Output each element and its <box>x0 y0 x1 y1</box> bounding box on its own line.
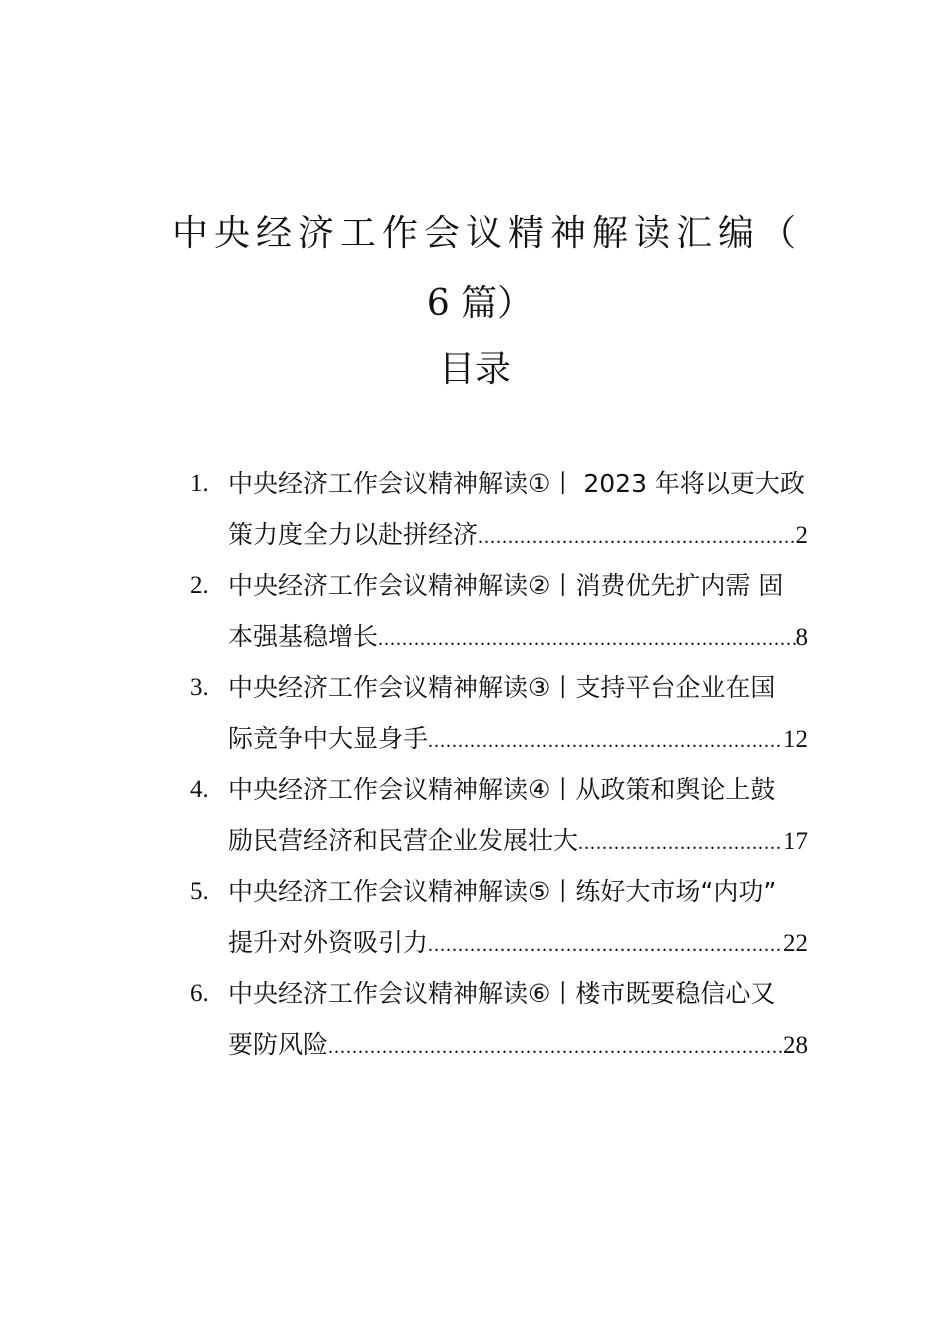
toc-entry-page: 2 <box>795 522 808 549</box>
toc-entry-continuation <box>228 713 808 767</box>
toc-entry-number: 2. <box>190 572 209 599</box>
toc-entry-number: 6. <box>190 980 209 1007</box>
toc-entry-title: 中央经济工作会议精神解读⑤丨练好大市场“内功” <box>228 877 777 906</box>
toc-entry-title: 中央经济工作会议精神解读⑥丨楼市既要稳信心又 <box>228 979 776 1008</box>
toc-entry-number: 5. <box>190 878 209 905</box>
toc-entry-continuation <box>228 815 808 869</box>
dot-leader <box>428 920 783 971</box>
dot-leader <box>578 818 783 869</box>
toc-entry-5[interactable] <box>190 866 808 968</box>
toc-entry-3[interactable] <box>190 662 808 764</box>
dot-leader <box>428 716 783 767</box>
toc-entry-title-rest: 本强基稳增长 <box>228 622 379 651</box>
toc-entry-title: 中央经济工作会议精神解读④丨从政策和舆论上鼓 <box>228 775 776 804</box>
toc-entry-6[interactable] <box>190 968 808 1070</box>
toc-heading: 目录 <box>438 349 511 390</box>
dot-leader <box>378 614 795 665</box>
toc-entry-title: 中央经济工作会议精神解读③丨支持平台企业在国 <box>228 673 776 702</box>
toc-entry-continuation <box>228 509 808 563</box>
toc-entry-number: 3. <box>190 674 209 701</box>
toc-entry-title-rest: 提升对外资吸引力 <box>228 928 429 957</box>
toc-entry-number: 4. <box>190 776 209 803</box>
toc-entry-title: 中央经济工作会议精神解读②丨消费优先扩内需 固 <box>228 571 784 600</box>
document-title-line-2: 6 篇） <box>426 283 534 324</box>
table-of-contents <box>190 458 808 1070</box>
toc-entry-page: 28 <box>783 1032 808 1059</box>
toc-entry-continuation <box>228 611 808 665</box>
toc-entry-page: 17 <box>783 828 808 855</box>
toc-entry-title: 中央经济工作会议精神解读①丨 2023 年将以更大政 <box>228 469 805 498</box>
dot-leader <box>478 512 795 563</box>
toc-entry-4[interactable] <box>190 764 808 866</box>
toc-entry-title-rest: 际竞争中大显身手 <box>228 724 429 753</box>
dot-leader <box>328 1022 783 1073</box>
toc-entry-continuation <box>228 917 808 971</box>
toc-entry-1[interactable] <box>190 458 808 560</box>
toc-entry-title-rest: 策力度全力以赴拼经济 <box>228 520 479 549</box>
toc-entry-number: 1. <box>190 470 209 497</box>
toc-entry-page: 12 <box>783 726 808 753</box>
toc-entry-continuation <box>228 1019 808 1073</box>
toc-entry-page: 8 <box>795 624 808 651</box>
toc-entry-title-rest: 励民营经济和民营企业发展壮大 <box>228 826 579 855</box>
document-title-line-1: 中央经济工作会议精神解读汇编（ <box>171 213 802 254</box>
toc-entry-2[interactable] <box>190 560 808 662</box>
toc-entry-title-rest: 要防风险 <box>228 1030 329 1059</box>
toc-entry-page: 22 <box>783 930 808 957</box>
